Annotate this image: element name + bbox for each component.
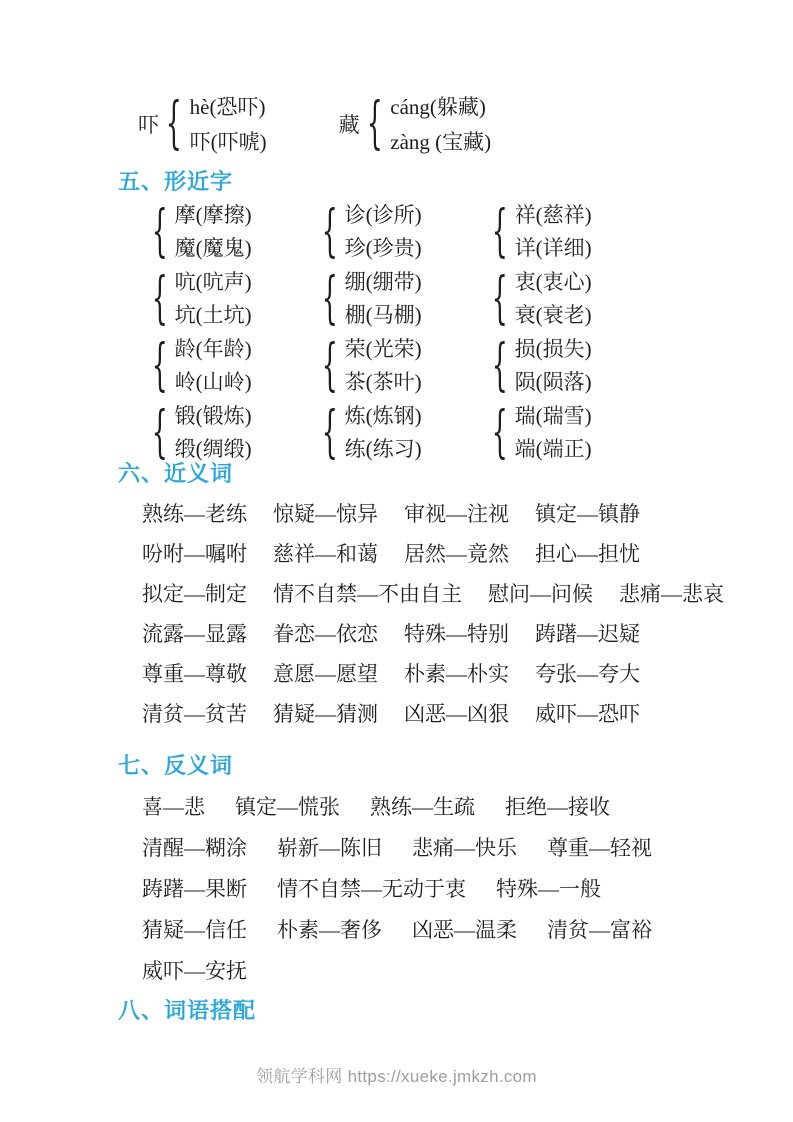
- antonym-line: [142, 834, 652, 863]
- word-pair: 夸张—夸大: [535, 662, 640, 686]
- similar-chars-row: [148, 201, 592, 263]
- brace-glyph: {: [491, 199, 508, 264]
- brace-glyph: {: [491, 333, 508, 398]
- word-pair: 踌躇—果断: [142, 877, 247, 901]
- reading-entry: 吓(吓唬): [189, 129, 267, 154]
- char-entry: 吭(吭声): [174, 270, 252, 294]
- char-entry: 诊(诊所): [344, 203, 422, 227]
- similar-char-pair: [148, 402, 318, 464]
- polyphone-readings: [390, 94, 491, 155]
- similar-chars-grid: [148, 201, 592, 469]
- word-pair: 清贫—富裕: [547, 918, 652, 942]
- word-pair: 崭新—陈旧: [277, 836, 382, 860]
- brace-glyph: {: [151, 199, 168, 264]
- brace-glyph: {: [321, 266, 338, 331]
- word-pair: 慰问—问候: [488, 582, 593, 606]
- word-pair: 威吓—安抚: [142, 959, 247, 983]
- similar-chars-row: [148, 402, 592, 464]
- section-title-synonyms: 六、近义词: [118, 461, 234, 486]
- similar-char-pair: [318, 402, 488, 464]
- word-pair: 担心—担忧: [535, 542, 640, 566]
- char-entry: 荣(光荣): [344, 337, 422, 361]
- similar-char-pair: [148, 268, 318, 330]
- char-entry: 魔(魔鬼): [174, 236, 252, 260]
- brace-glyph: {: [366, 91, 383, 156]
- word-pair: 镇定—镇静: [535, 502, 640, 526]
- antonyms-list: [142, 793, 652, 998]
- word-pair: 尊重—轻视: [547, 836, 652, 860]
- reading-entry: zàng (宝藏): [390, 129, 492, 154]
- brace-glyph: {: [321, 199, 338, 264]
- synonym-line: [142, 700, 724, 729]
- word-pair: 猜疑—猜测: [273, 702, 378, 726]
- similar-char-pair: [148, 335, 318, 397]
- word-pair: 情不自禁—无动于衷: [277, 877, 466, 901]
- word-pair: 审视—注视: [404, 502, 509, 526]
- synonym-line: [142, 580, 724, 609]
- similar-char-pair: [318, 335, 488, 397]
- similar-char-pair: [488, 402, 592, 464]
- word-pair: 吩咐—嘱咐: [142, 542, 247, 566]
- synonym-line: [142, 500, 724, 529]
- brace-glyph: {: [165, 91, 182, 156]
- char-entry: 详(详细): [514, 236, 592, 260]
- char-entry: 棚(马棚): [344, 303, 422, 327]
- polyphone-readings: [190, 94, 267, 155]
- antonym-line: [142, 793, 652, 822]
- char-entry: 锻(锻炼): [174, 404, 252, 428]
- word-pair: 特殊—一般: [496, 877, 601, 901]
- char-entry: 珍(珍贵): [344, 236, 422, 260]
- brace-glyph: {: [321, 400, 338, 465]
- char-entry: 损(损失): [514, 337, 592, 361]
- brace-glyph: {: [321, 333, 338, 398]
- word-pair: 熟练—老练: [142, 502, 247, 526]
- synonym-line: [142, 660, 724, 689]
- similar-chars-row: [148, 268, 592, 330]
- char-entry: 练(练习): [344, 437, 422, 461]
- similar-chars-row: [148, 335, 592, 397]
- brace-glyph: {: [151, 266, 168, 331]
- polyphone-group-xia: [138, 93, 267, 155]
- brace-glyph: {: [491, 266, 508, 331]
- word-pair: 意愿—愿望: [273, 662, 378, 686]
- synonym-line: [142, 620, 724, 649]
- section-title-collocations: 八、词语搭配: [118, 998, 257, 1023]
- polyphone-group-cang: [339, 93, 492, 155]
- char-entry: 祥(慈祥): [514, 203, 592, 227]
- word-pair: 喜—悲: [142, 795, 205, 819]
- synonym-line: [142, 540, 724, 569]
- char-entry: 坑(土坑): [174, 303, 252, 327]
- word-pair: 惊疑—惊异: [273, 502, 378, 526]
- char-entry: 端(端正): [514, 437, 592, 461]
- word-pair: 悲痛—快乐: [412, 836, 517, 860]
- brace-glyph: {: [151, 400, 168, 465]
- word-pair: 朴素—朴实: [404, 662, 509, 686]
- char-entry: 缎(绸缎): [174, 437, 252, 461]
- word-pair: 居然—竟然: [404, 542, 509, 566]
- char-entry: 龄(年龄): [174, 337, 252, 361]
- brace-glyph: {: [491, 400, 508, 465]
- char-entry: 陨(陨落): [514, 370, 592, 394]
- reading-entry: cáng(躲藏): [390, 94, 486, 119]
- word-pair: 镇定—慌张: [235, 795, 340, 819]
- word-pair: 眷恋—依恋: [273, 622, 378, 646]
- word-pair: 威吓—恐吓: [535, 702, 640, 726]
- section-title-similar-chars: 五、形近字: [118, 169, 234, 194]
- char-entry: 炼(炼钢): [344, 404, 422, 428]
- char-entry: 茶(茶叶): [344, 370, 422, 394]
- similar-char-pair: [488, 335, 592, 397]
- word-pair: 熟练—生疏: [370, 795, 475, 819]
- section-title-antonyms: 七、反义词: [118, 753, 234, 778]
- polyphone-char: 藏: [338, 113, 360, 137]
- antonym-line: [142, 916, 652, 945]
- similar-char-pair: [488, 201, 592, 263]
- word-pair: 踌躇—迟疑: [535, 622, 640, 646]
- word-pair: 拒绝—接收: [505, 795, 610, 819]
- word-pair: 清贫—贫苦: [142, 702, 247, 726]
- similar-char-pair: [148, 201, 318, 263]
- word-pair: 朴素—奢侈: [277, 918, 382, 942]
- word-pair: 慈祥—和蔼: [273, 542, 378, 566]
- antonym-line: [142, 875, 652, 904]
- similar-char-pair: [318, 268, 488, 330]
- similar-char-pair: [318, 201, 488, 263]
- word-pair: 凶恶—温柔: [412, 918, 517, 942]
- word-pair: 特殊—特别: [404, 622, 509, 646]
- polyphone-char: 吓: [138, 113, 159, 137]
- char-entry: 摩(摩擦): [174, 203, 252, 227]
- word-pair: 尊重—尊敬: [142, 662, 247, 686]
- word-pair: 悲痛—悲哀: [619, 582, 724, 606]
- char-entry: 瑞(瑞雪): [514, 404, 592, 428]
- word-pair: 流露—显露: [142, 622, 247, 646]
- brace-glyph: {: [151, 333, 168, 398]
- char-entry: 衷(衷心): [514, 270, 592, 294]
- word-pair: 拟定—制定: [142, 582, 247, 606]
- word-pair: 凶恶—凶狠: [404, 702, 509, 726]
- word-pair: 猜疑—信任: [142, 918, 247, 942]
- word-pair: 清醒—糊涂: [142, 836, 247, 860]
- char-entry: 衰(衰老): [514, 303, 592, 327]
- similar-char-pair: [488, 268, 592, 330]
- reading-entry: hè(恐吓): [189, 94, 266, 119]
- char-entry: 绷(绷带): [344, 270, 422, 294]
- antonym-line: [142, 957, 652, 986]
- word-pair: 情不自禁—不由自主: [273, 582, 462, 606]
- footer-watermark: 领航学科网 https://xueke.jmkzh.com: [256, 1067, 537, 1086]
- char-entry: 岭(山岭): [174, 370, 252, 394]
- polyphone-section: [138, 93, 491, 155]
- synonyms-list: [142, 500, 724, 740]
